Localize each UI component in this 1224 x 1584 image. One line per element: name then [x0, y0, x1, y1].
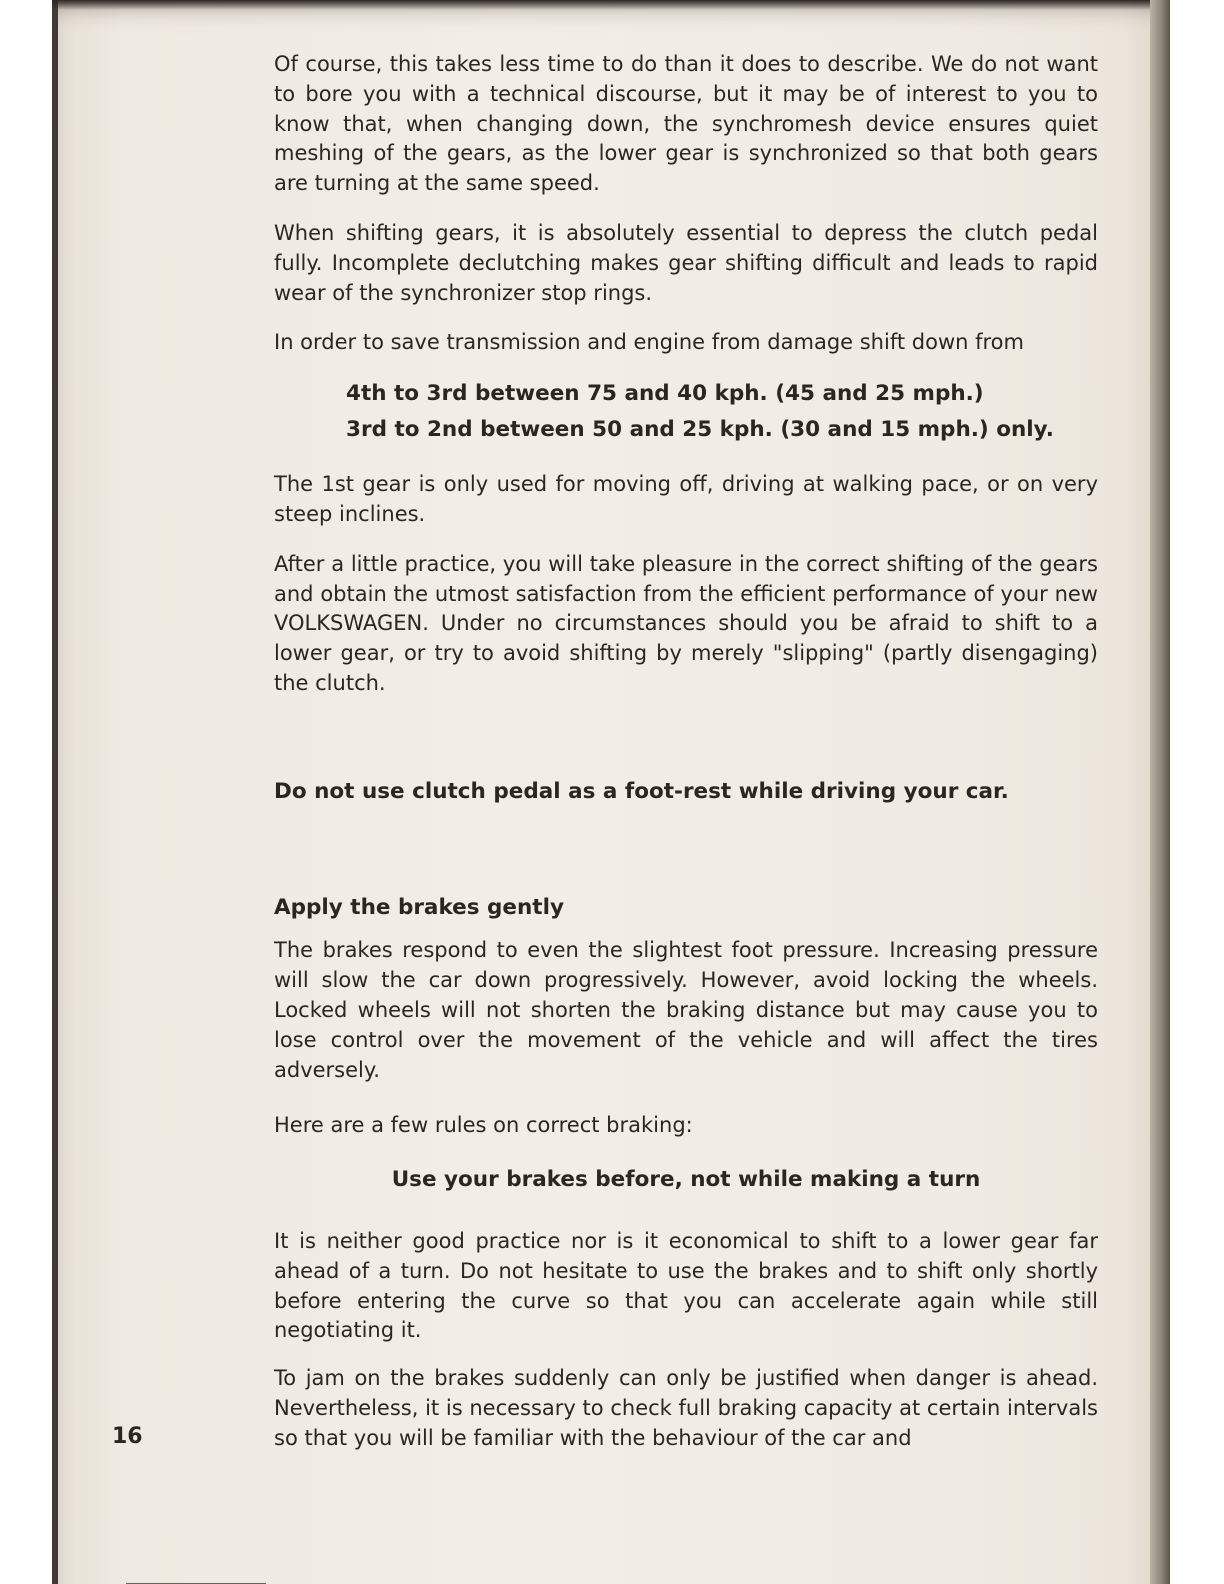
section-heading-brakes: Apply the brakes gently [274, 894, 564, 920]
shift-down-4th-to-3rd: 4th to 3rd between 75 and 40 kph. (45 and 25 mph.) [346, 381, 984, 407]
page-number: 16 [112, 1424, 143, 1449]
paragraph-turn-braking: It is neither good practice nor is it economical to shift to a lower gear far ahead of a turn. Do not hesitate to use the brakes and to shift only shortly before entering the curve so that you can accelerate again while still negotiating it. [274, 1228, 1098, 1343]
body-text [274, 50, 1098, 1454]
paragraph-first-gear: The 1st gear is only used for moving off, driving at walking pace, or on very steep inclines. [274, 472, 1098, 526]
right-edge-shadow [1150, 0, 1170, 1584]
paragraph-clutch-depress: When shifting gears, it is absolutely essential to depress the clutch pedal fully. Incomplete declutching makes gear shifting difficult and leads to rapid wear of the synchronizer stop rings. [274, 220, 1098, 305]
clutch-warning: Do not use clutch pedal as a foot-rest while driving your car. [274, 778, 1009, 804]
paragraph-practice: After a little practice, you will take pleasure in the correct shifting of the gears and obtain the utmost satisfaction from the efficient performance of your new VOLKSWAGEN. Under no circumstances should you be afraid to shift to a lower gear, or try to avoid shifting by merely "slipping" (partly disengaging) the clutch. [274, 551, 1098, 695]
top-edge-shadow [52, 0, 1170, 10]
paragraph-sudden-braking: To jam on the brakes suddenly can only be justified when danger is ahead. Nevertheless, it is necessary to check full braking capacity at certain intervals so that you will be familiar with the behaviour of the car and [274, 1366, 1098, 1450]
shift-down-3rd-to-2nd: 3rd to 2nd between 50 and 25 kph. (30 and 15 mph.) only. [346, 417, 1054, 443]
paragraph-braking-rules-intro: Here are a few rules on correct braking: [274, 1113, 693, 1138]
paragraph-synchromesh: Of course, this takes less time to do than it does to describe. We do not want to bore you with a technical discourse, but it may be of interest to you to know that, when changing down, the synchromesh device ensures quiet meshing of the gears, as the lower gear is synchronized so that both gears are turning at the same speed. [274, 52, 1098, 196]
braking-rule-heading: Use your brakes before, not while making a turn [391, 1167, 981, 1193]
shift-down-list [346, 376, 1098, 448]
paragraph-brakes-respond: The brakes respond to even the slightest foot pressure. Increasing pressure will slow the car down progressively. However, avoid locking the wheels. Locked wheels will not shorten the braking distance but may cause you to lose control over the movement of the vehicle and will affect the tires adversely. [274, 938, 1098, 1082]
paragraph-shift-down-intro: In order to save transmission and engine from damage shift down from [274, 330, 1024, 355]
